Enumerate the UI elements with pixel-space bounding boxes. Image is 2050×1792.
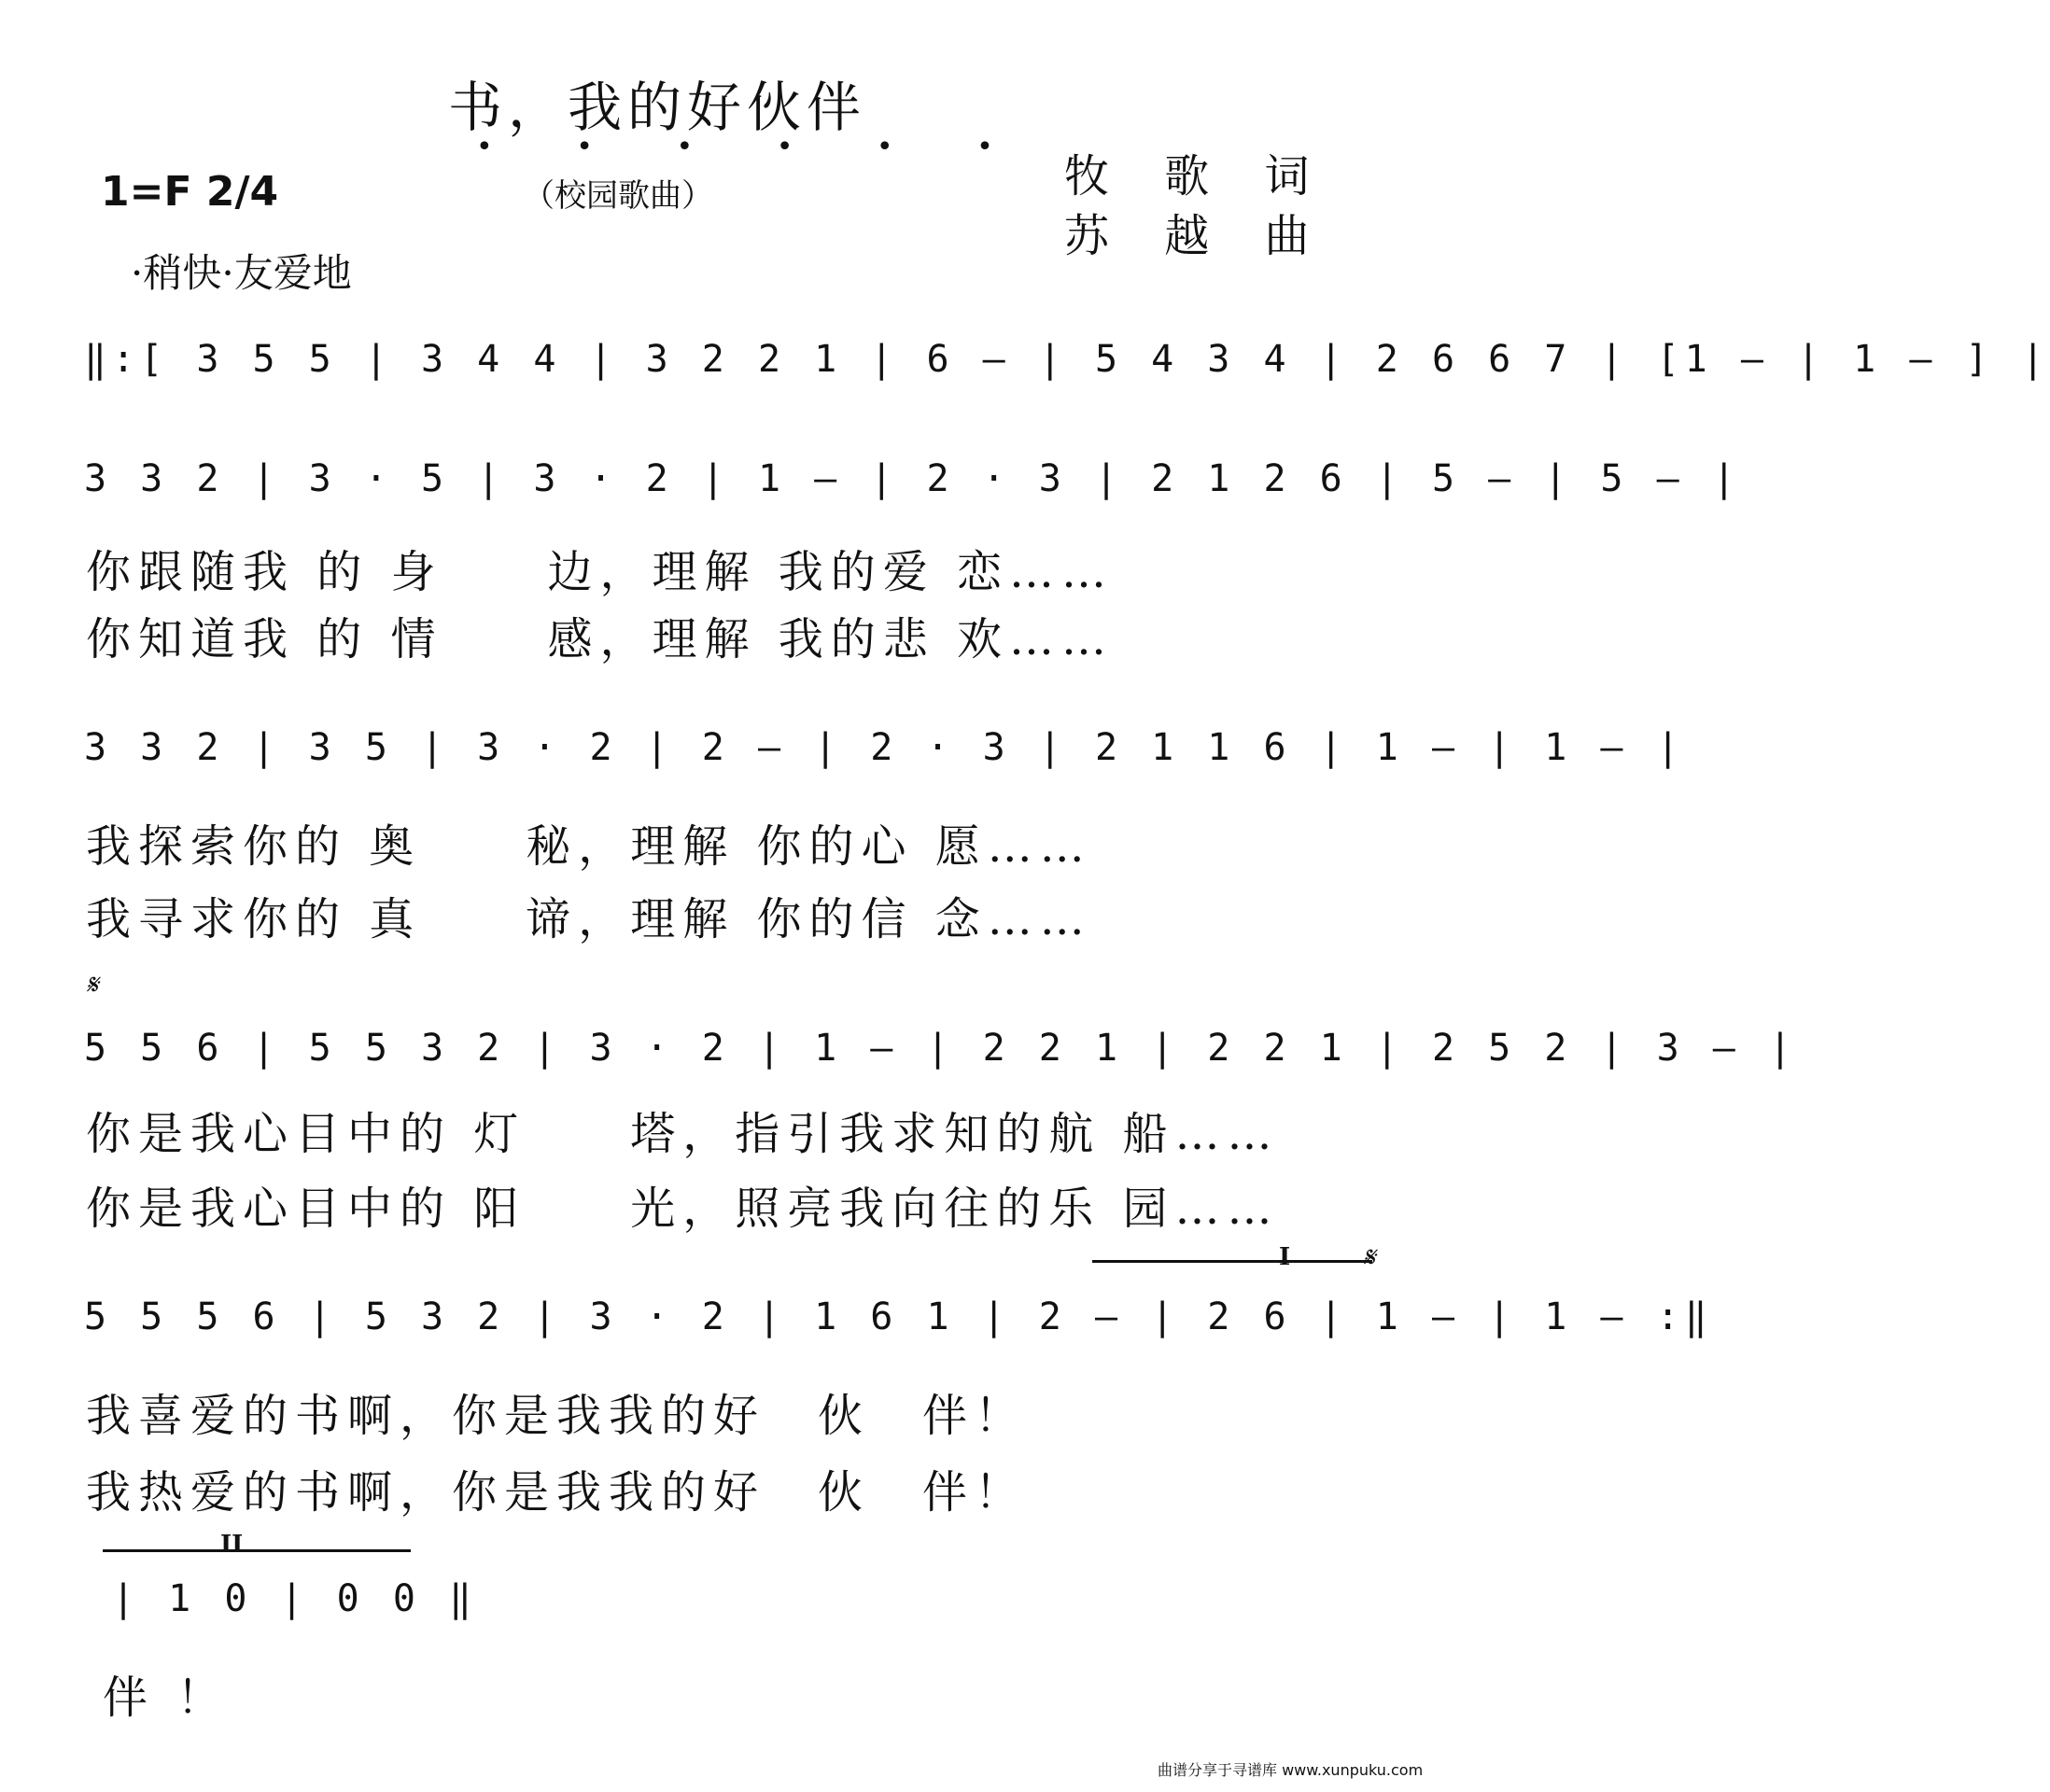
notation-line-4: 5 5 6 | 5 5 3 2 | 3 · 2 | 1 — | 2 2 1 | 2 2 1 | 2 5 2 | 3 — |	[84, 1027, 1798, 1070]
subtitle: （校园歌曲）	[523, 177, 713, 215]
song-title: 书，我的好伙伴	[448, 76, 867, 139]
lyric-line-2a: 你跟随我 的 身 边，理解 我的爱 恋……	[86, 546, 1115, 598]
volta-label-1: I	[1279, 1243, 1291, 1271]
notation-line-1: ‖:[ 3 5 5 | 3 4 4 | 3 2 2 1 | 6 — | 5 4 3 4 | 2 6 6 7 | [1 — | 1 — ] |	[84, 338, 2050, 381]
volta-bracket-1	[1092, 1260, 1372, 1263]
lyric-line-5a: 我喜爱的书啊，你是我我的好 伙 伴！	[86, 1390, 1028, 1442]
lyric-line-4a: 你是我心目中的 灯 塔，指引我求知的航 船……	[86, 1108, 1280, 1160]
notation-line-5: 5 5 5 6 | 5 3 2 | 3 · 2 | 1 6 1 | 2 — | 2 6 | 1 — | 1 — :‖	[84, 1295, 1713, 1338]
lyric-line-6: 伴 ！	[103, 1672, 230, 1724]
segno-sign-2: 𝄋	[1363, 1241, 1375, 1274]
composer-credit: 苏 越 曲	[1064, 210, 1330, 262]
title-emphasis-dots: • • • • • •	[476, 131, 1031, 163]
lyric-line-4b: 你是我心目中的 阳 光，照亮我向往的乐 园……	[86, 1183, 1280, 1235]
segno-sign: 𝄋	[86, 969, 98, 1001]
volta-bracket-2	[103, 1549, 411, 1552]
notation-line-3: 3 3 2 | 3 5 | 3 · 2 | 2 — | 2 · 3 | 2 1 1 6 | 1 — | 1 — |	[84, 726, 1685, 769]
key-signature: 1=F 2/4	[101, 168, 279, 216]
notation-line-6: | 1 0 | 0 0 ‖	[112, 1577, 478, 1620]
tempo-marking: ·稍快·友爱地	[131, 250, 352, 296]
lyric-line-5b: 我热爱的书啊，你是我我的好 伙 伴！	[86, 1466, 1028, 1519]
volta-label-2: II	[220, 1531, 244, 1559]
lyricist-credit: 牧 歌 词	[1064, 150, 1330, 203]
lyric-line-3a: 我探索你的 奥 秘，理解 你的心 愿……	[86, 820, 1092, 873]
lyric-line-2b: 你知道我 的 情 感，理解 我的悲 欢……	[86, 613, 1115, 665]
notation-line-2: 3 3 2 | 3 · 5 | 3 · 2 | 1 — | 2 · 3 | 2 1 2 6 | 5 — | 5 — |	[84, 457, 1741, 500]
lyric-line-3b: 我寻求你的 真 谛，理解 你的信 念……	[86, 893, 1092, 945]
footer-credit: 曲谱分享于寻谱库 www.xunpuku.com	[1158, 1761, 1424, 1779]
